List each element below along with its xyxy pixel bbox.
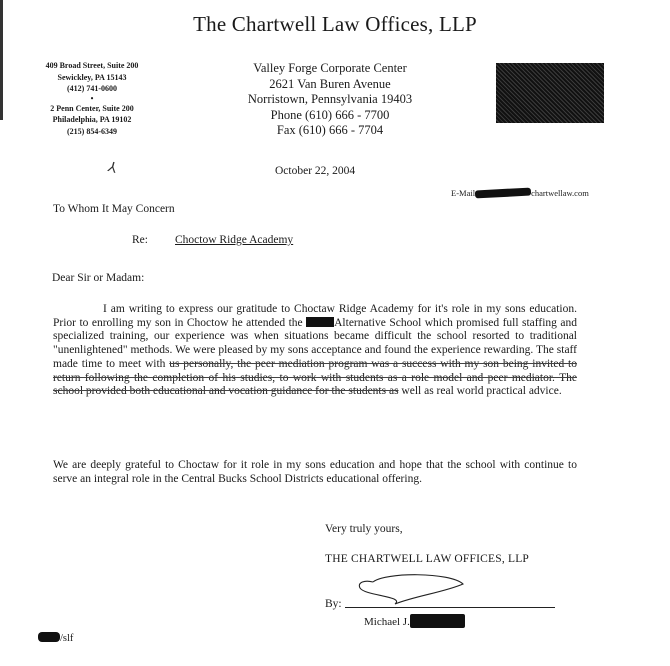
signature-line (345, 607, 555, 608)
office2-street: 2 Penn Center, Suite 200 (50, 103, 134, 113)
main-office-fax: Fax (610) 666 - 7704 (276, 123, 384, 137)
redaction-mark (306, 317, 334, 327)
paragraph1-part4: well as real world practical advice. (398, 385, 562, 398)
stray-pen-mark: ⅄ (106, 159, 119, 177)
letter-date: October 22, 2004 (275, 165, 356, 177)
redaction-mark (38, 632, 60, 642)
paragraph1-part1: I am writing to express our gratitude to Choctaw Ridge Academy for it's role in my sons education. Prior to enrolling my son in Choctow he attended the (53, 303, 577, 329)
office2-phone: (215) 854-6349 (67, 126, 117, 136)
re-label: Re: (132, 234, 148, 246)
paragraph1-part2: Alternative School which promised full staffing and specialized training, our experience was when situations became difficult the school resorted to traditional "unenlightened" methods. We were pleased by my sons acceptance and found the experience rewarding. The staff made time to meet with (53, 316, 577, 370)
bullet-separator: • (90, 93, 94, 103)
body-paragraph-1 (53, 303, 577, 399)
signer-name (364, 614, 465, 628)
office1-street: 409 Broad Street, Suite 200 (45, 61, 139, 70)
email-line (451, 188, 589, 198)
re-subject: Choctow Ridge Academy (175, 234, 294, 246)
body-paragraph-2: We are deeply grateful to Choctaw for it role in my sons education and hope that the school with continue to serve an integral role in the Central Bucks School Districts educational offering. (53, 459, 577, 485)
signer-first-name: Michael J. (364, 616, 410, 628)
closing: Very truly yours, (325, 523, 403, 535)
email-prefix: E-Mail (451, 188, 476, 198)
office2-city: Philadelphia, PA 19102 (52, 115, 132, 124)
typist-initials (38, 632, 73, 644)
main-office-city: Norristown, Pennsylvania 19403 (247, 92, 413, 106)
handwritten-signature (355, 574, 475, 610)
initials-suffix: /slf (60, 633, 74, 644)
firm-signature-block: THE CHARTWELL LAW OFFICES, LLP (325, 553, 530, 565)
main-office-phone: Phone (610) 666 - 7700 (270, 107, 390, 122)
recipient-line: To Whom It May Concern (53, 203, 175, 215)
redacted-logo-block (496, 63, 604, 123)
paragraph1-part3-struck: us personally, the peer mediation program was a success with my son being invited to return following the completion of his studies, to work with students as a role model and peer mediator. The school provided both educational and vocation guidance for the students as (53, 357, 577, 398)
by-label: By: (325, 598, 342, 610)
main-office-address (220, 61, 440, 139)
main-office-name: Valley Forge Corporate Center (253, 61, 407, 75)
redaction-mark (410, 614, 465, 628)
office1-phone: (412) 741-0600 (67, 84, 117, 93)
office1-city: Sewickley, PA 15143 (57, 72, 127, 82)
main-office-street: 2621 Van Buren Avenue (269, 76, 391, 91)
redaction-mark (475, 188, 531, 199)
firm-name-heading: The Chartwell Law Offices, LLP (193, 12, 477, 36)
email-domain: chartwellaw.com (531, 188, 589, 198)
salutation: Dear Sir or Madam: (52, 272, 145, 284)
branch-offices-address (22, 60, 162, 137)
